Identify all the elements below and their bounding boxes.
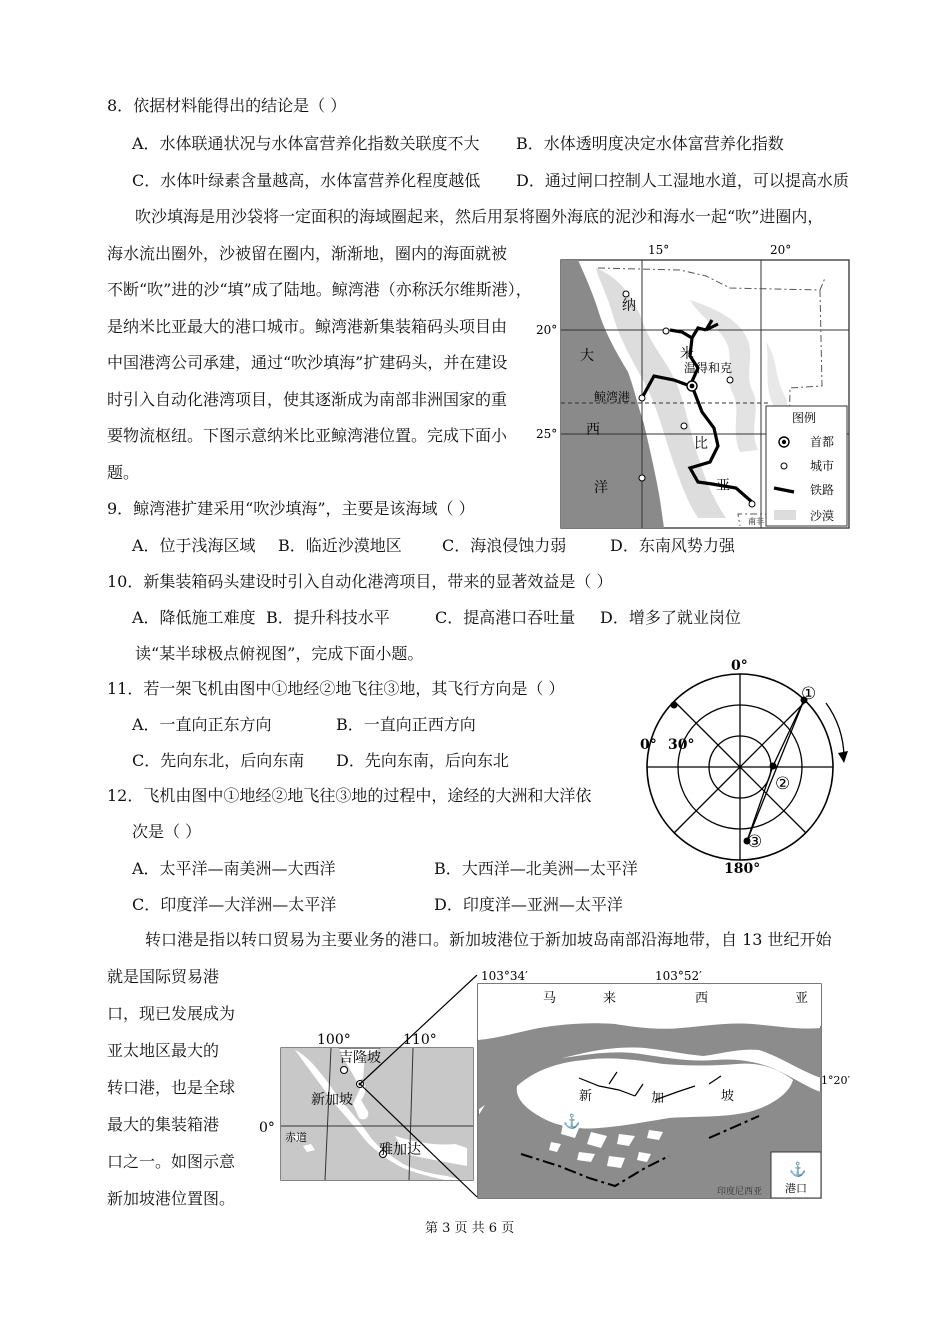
- country-char-1: 纳: [622, 298, 636, 314]
- q9-option-c[interactable]: C．海浪侵蚀力弱: [442, 536, 567, 555]
- legend-city-symbol: [781, 463, 787, 469]
- ocean-char-1: 大: [580, 348, 594, 364]
- jakarta-label: 雅加达: [379, 1142, 421, 1158]
- q11-option-a[interactable]: A．一直向正东方向: [132, 715, 272, 734]
- legend-desert: 沙漠: [810, 509, 835, 523]
- legend-anchor-icon: ⚓: [789, 1162, 807, 1178]
- equator-deg-label: 0°: [259, 1120, 275, 1136]
- passage2-line8: 题。: [107, 463, 140, 482]
- city-marker: [749, 501, 755, 507]
- q9-option-a[interactable]: A．位于浅海区域: [132, 536, 256, 555]
- passage2-line7: 要物流枢纽。下图示意纳米比亚鲸湾港位置。完成下面小: [107, 426, 508, 445]
- passage4-line8: 新加坡港位置图。: [107, 1189, 236, 1208]
- city-marker: [663, 328, 669, 334]
- lon-15-label: 15°: [648, 243, 670, 257]
- lon-20-label: 20°: [770, 243, 792, 257]
- label-30: 30°: [668, 737, 695, 753]
- capital-label: 温得和克: [684, 361, 733, 375]
- q8-option-b[interactable]: B．水体透明度决定水体富营养化指数: [516, 134, 784, 153]
- lat-20-label: 20°: [536, 323, 558, 337]
- q11-option-c[interactable]: C．先向东北，后向东南: [132, 751, 305, 770]
- label-0-left: 0°: [640, 737, 657, 753]
- polar-view-diagram: [634, 655, 864, 880]
- city-marker: [681, 423, 687, 429]
- lat-1-20-label: 1°20′: [821, 1074, 850, 1087]
- label-lai: 来: [603, 991, 617, 1006]
- ocean-char-2: 西: [586, 422, 600, 438]
- q9-option-b[interactable]: B．临近沙漠地区: [278, 536, 402, 555]
- q12-option-a[interactable]: A．太平洋—南美洲—大西洋: [132, 859, 336, 878]
- point-3-label: ③: [747, 832, 763, 852]
- label-xin: 新: [579, 1089, 593, 1104]
- label-xi: 西: [695, 991, 709, 1006]
- q11-option-d[interactable]: D．先向东南，后向东北: [336, 751, 509, 770]
- singapore-label: 新加坡: [311, 1092, 353, 1108]
- q8-option-a[interactable]: A．水体联通状况与水体富营养化指数关联度不大: [132, 134, 480, 153]
- q8-option-d[interactable]: D．通过闸口控制人工湿地水道，可以提高水质: [516, 171, 849, 190]
- passage4-line3: 口，现已发展成为: [107, 1004, 236, 1023]
- legend-desert-symbol: [774, 510, 796, 520]
- q10-option-c[interactable]: C．提高港口吞吐量: [435, 608, 576, 627]
- q8-option-c[interactable]: C．水体叶绿素含量越高，水体富营养化程度越低: [132, 171, 481, 190]
- city-marker: [623, 291, 629, 297]
- legend-capital: 首都: [810, 435, 835, 449]
- neighbor-label: 南非: [748, 517, 764, 526]
- port-label: 鲸湾港: [594, 390, 631, 404]
- country-char-2: 米: [680, 346, 694, 362]
- passage4-line6: 最大的集装箱港: [107, 1115, 220, 1134]
- country-char-3: 比: [694, 436, 708, 452]
- lon-100-label: 100°: [317, 1032, 351, 1048]
- ocean-char-3: 洋: [594, 480, 608, 496]
- label-ya: 亚: [795, 991, 809, 1006]
- passage4-line7: 口之一。如图示意: [107, 1152, 236, 1171]
- passage2-line2: 海水流出圈外，沙被留在圈内，渐渐地，圈内的海面就被: [107, 244, 508, 263]
- country-char-4: 亚: [716, 478, 730, 494]
- rotation-arrow: [826, 703, 844, 757]
- lon-110-label: 110°: [403, 1032, 437, 1048]
- passage4-line2: 就是国际贸易港: [107, 967, 220, 986]
- label-180: 180°: [724, 861, 761, 877]
- q11-option-b[interactable]: B．一直向正西方向: [336, 715, 476, 734]
- q12-stem-line2: 次是（ ）: [132, 822, 202, 841]
- q12-option-d[interactable]: D．印度洋—亚洲—太平洋: [434, 895, 623, 914]
- namibia-map: [530, 238, 855, 533]
- point-2-dot: [770, 763, 777, 770]
- rotation-arrowhead: [838, 751, 848, 763]
- label-0-top: 0°: [731, 658, 748, 674]
- q9-option-d[interactable]: D．东南风势力强: [610, 536, 735, 555]
- passage4-line4: 亚太地区最大的: [107, 1041, 220, 1060]
- indonesia-label: 印度尼西亚: [717, 1187, 763, 1197]
- q10-option-d[interactable]: D．增多了就业岗位: [600, 608, 741, 627]
- point-1-label: ①: [801, 684, 817, 704]
- marker-dot: [671, 702, 678, 709]
- passage4-line1: 转口港是指以转口贸易为主要业务的港口。新加坡港位于新加坡岛南部沿海地带，自 13 世纪开始: [145, 930, 832, 949]
- kuala-lumpur-marker: [341, 1067, 348, 1074]
- label-jia: 加: [651, 1091, 665, 1106]
- kuala-lumpur-label: 吉隆坡: [339, 1050, 381, 1066]
- port-marker: [639, 395, 645, 401]
- passage2-line1: 吹沙填海是用沙袋将一定面积的海域圈起来，然后用泵将圈外海底的泥沙和海水一起“吹”进圈内，: [135, 207, 824, 226]
- q8-stem: 8．依据材料能得出的结论是（ ）: [107, 96, 347, 115]
- legend-city: 城市: [810, 459, 835, 473]
- q10-stem: 10．新集装箱码头建设时引入自动化港湾项目，带来的显著效益是（ ）: [107, 572, 613, 591]
- singapore-port-map: [459, 966, 859, 1210]
- legend-railway: 铁路: [810, 483, 835, 497]
- q11-stem: 11．若一架飞机由图中①地经②地飞往③地，其飞行方向是（ ）: [107, 679, 565, 698]
- q9-stem: 9．鲸湾港扩建采用“吹沙填海”，主要是该海域（ ）: [107, 499, 475, 518]
- legend-title: 图例: [792, 411, 817, 425]
- lon-103-34-label: 103°34′: [481, 969, 528, 983]
- label-ma: 马: [543, 991, 557, 1006]
- q12-option-b[interactable]: B．大西洋—北美洲—太平洋: [434, 859, 638, 878]
- legend-port-label: 港口: [785, 1182, 807, 1195]
- q12-option-c[interactable]: C．印度洋—大洋洲—太平洋: [132, 895, 337, 914]
- equator-label: 赤道: [285, 1131, 307, 1144]
- passage4-line5: 转口港，也是全球: [107, 1078, 236, 1097]
- q10-option-b[interactable]: B．提升科技水平: [266, 608, 390, 627]
- q12-stem-line1: 12．飞机由图中①地经②地飞往③地的过程中，途经的大洲和大洋依: [107, 786, 592, 805]
- city-marker: [727, 377, 733, 383]
- intro-polar: 读“某半球极点俯视图”，完成下面小题。: [135, 644, 424, 663]
- lon-103-52-label: 103°52′: [655, 969, 702, 983]
- page-footer: 第 3 页 共 6 页: [425, 1221, 515, 1236]
- q10-option-a[interactable]: A．降低施工难度: [132, 608, 256, 627]
- lat-25-label: 25°: [536, 427, 558, 441]
- passage2-line6: 时引入自动化港湾项目，使其逐渐成为南部非洲国家的重: [107, 390, 508, 409]
- point-2-label: ②: [775, 774, 791, 794]
- city-marker: [639, 475, 645, 481]
- passage2-line4: 是纳米比亚最大的港口城市。鲸湾港新集装箱码头项目由: [107, 317, 508, 336]
- label-po: 坡: [721, 1089, 735, 1104]
- passage2-line5: 中国港湾公司承建，通过“吹沙填海”扩建码头，并在建设: [107, 353, 508, 372]
- port-anchor-icon: ⚓: [563, 1114, 581, 1130]
- flight-line-3: [747, 700, 804, 841]
- passage2-line3: 不断“吹”进的沙“填”成了陆地。鲸湾港（亦称沃尔维斯港），: [107, 280, 532, 299]
